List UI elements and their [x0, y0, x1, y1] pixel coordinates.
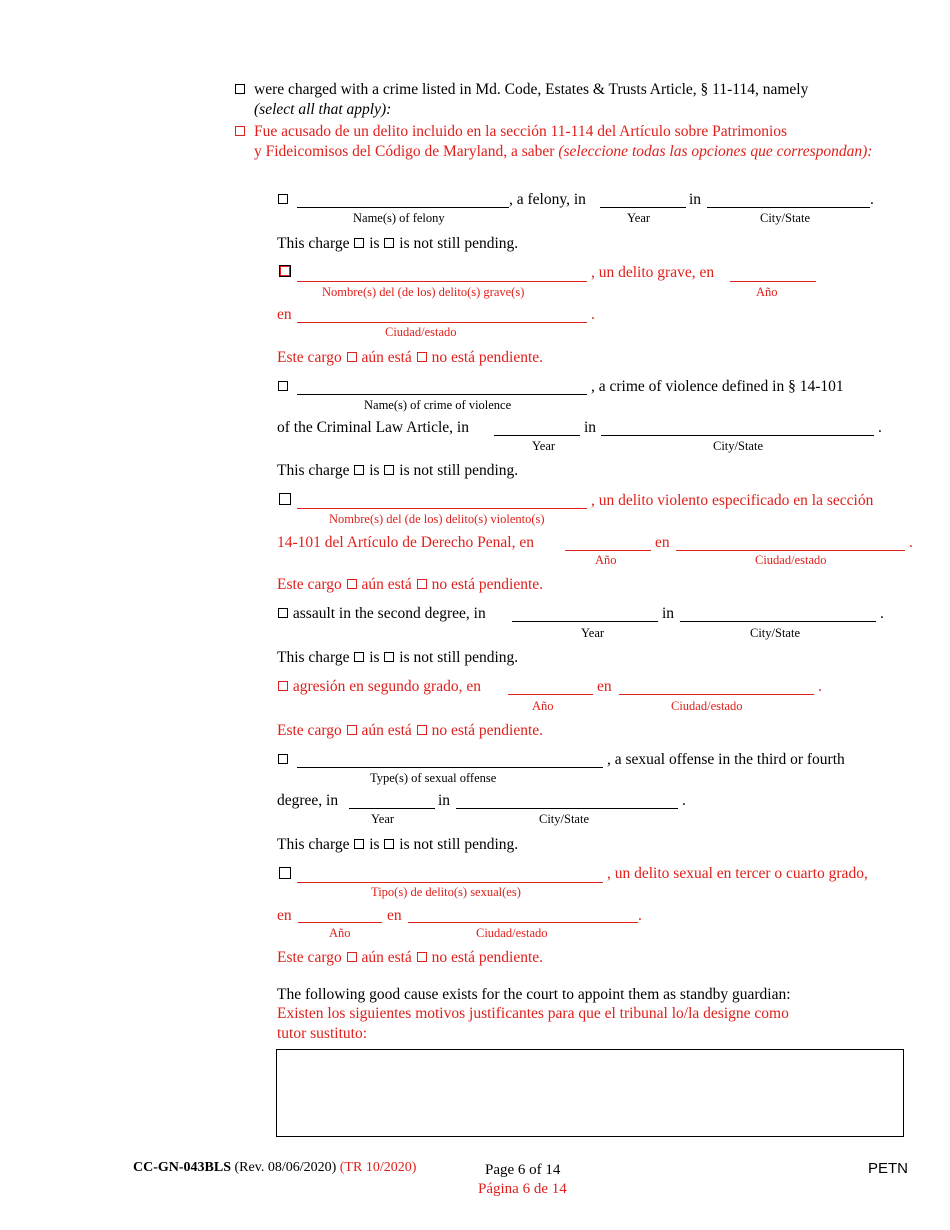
felony-is-not-checkbox[interactable]	[384, 238, 394, 248]
caption-felony-city: City/State	[760, 211, 810, 225]
assault-no-checkbox[interactable]	[417, 725, 427, 735]
assault-checkbox[interactable]	[278, 608, 288, 618]
form-footer-id: CC-GN-043BLS (Rev. 08/06/2020) (TR 10/2020)	[133, 1160, 417, 1175]
sexual-text-es: , un delito sexual en tercer o cuarto grado,	[607, 865, 868, 882]
page-number-es: Página 6 de 14	[478, 1181, 567, 1197]
felony-period-es: .	[591, 306, 595, 323]
felony-aun-checkbox[interactable]	[347, 352, 357, 362]
sexual-pending-es: Este cargo aún está no está pendiente.	[277, 949, 544, 966]
felony-checkbox-es[interactable]	[279, 265, 291, 277]
assault-checkbox-es[interactable]	[278, 681, 288, 691]
sexual-city-field[interactable]	[456, 808, 678, 809]
assault-pending-es: Este cargo aún está no está pendiente.	[277, 722, 544, 739]
caption-sexual-city: City/State	[539, 812, 589, 826]
sexual-city-field-es[interactable]	[408, 922, 638, 923]
violence-city-field[interactable]	[601, 435, 874, 436]
assault-year-field-es[interactable]	[508, 694, 593, 695]
sexual-type-field[interactable]	[297, 767, 603, 768]
violence-year-field[interactable]	[494, 435, 580, 436]
felony-name-field-es[interactable]	[297, 281, 587, 282]
caption-violence-city-es: Ciudad/estado	[755, 553, 827, 567]
felony-checkbox[interactable]	[278, 194, 288, 204]
sexual-text: , a sexual offense in the third or fourth	[607, 751, 845, 768]
caption-felony-name: Name(s) of felony	[353, 211, 445, 225]
violence-text: , a crime of violence defined in § 14-101	[591, 378, 844, 395]
assault-year-field[interactable]	[512, 621, 658, 622]
assault-row: assault in the second degree, in	[277, 605, 486, 623]
felony-city-field-es[interactable]	[297, 322, 587, 323]
assault-city-field[interactable]	[680, 621, 876, 622]
intro-en-line1: were charged with a crime listed in Md. Code, Estates & Trusts Article, § 11-114, namely	[254, 81, 809, 98]
sexual-period-es: .	[638, 907, 642, 924]
caption-felony-year: Year	[627, 211, 651, 225]
felony-is-checkbox[interactable]	[354, 238, 364, 248]
violence-city-field-es[interactable]	[676, 550, 905, 551]
caption-felony-city-es: Ciudad/estado	[385, 325, 457, 339]
assault-aun-checkbox[interactable]	[347, 725, 357, 735]
violence-year-field-es[interactable]	[565, 550, 651, 551]
sexual-is-checkbox[interactable]	[354, 839, 364, 849]
intro-en-line2: (select all that apply):	[254, 101, 392, 118]
violence-no-checkbox[interactable]	[417, 579, 427, 589]
violence-pending: This charge is is not still pending.	[277, 462, 519, 479]
assault-in: in	[662, 605, 675, 622]
violence-en-es: en	[655, 534, 670, 551]
assault-is-checkbox[interactable]	[354, 652, 364, 662]
caption-sexual-city-es: Ciudad/estado	[476, 926, 548, 940]
caption-felony-year-es: Año	[756, 285, 778, 299]
violence-in: in	[584, 419, 597, 436]
good-cause-es-line2: tutor sustituto:	[277, 1025, 367, 1042]
felony-en-es: en	[277, 306, 292, 323]
form-code: PETN	[868, 1160, 909, 1177]
assault-row-es: agresión en segundo grado, en	[277, 678, 481, 696]
felony-in: in	[689, 191, 702, 208]
violence-is-checkbox[interactable]	[354, 465, 364, 475]
caption-violence-city: City/State	[713, 439, 763, 453]
felony-city-field[interactable]	[707, 207, 870, 208]
felony-no-checkbox[interactable]	[417, 352, 427, 362]
violence-aun-checkbox[interactable]	[347, 579, 357, 589]
assault-en-es: en	[597, 678, 612, 695]
sexual-checkbox-es[interactable]	[279, 867, 291, 879]
sexual-line2: degree, in	[277, 792, 339, 809]
assault-is-not-checkbox[interactable]	[384, 652, 394, 662]
caption-sexual-year-es: Año	[329, 926, 351, 940]
sexual-is-not-checkbox[interactable]	[384, 839, 394, 849]
sexual-en1-es: en	[277, 907, 292, 924]
felony-year-field[interactable]	[600, 207, 686, 208]
good-cause-es-line1: Existen los siguientes motivos justificantes para que el tribunal lo/la designe como	[277, 1005, 789, 1022]
good-cause-textbox[interactable]	[276, 1049, 904, 1137]
caption-violence-year-es: Año	[595, 553, 617, 567]
sexual-pending: This charge is is not still pending.	[277, 836, 519, 853]
caption-assault-year-es: Año	[532, 699, 554, 713]
caption-violence-year: Year	[532, 439, 556, 453]
caption-sexual-type-es: Tipo(s) de delito(s) sexual(es)	[371, 885, 521, 899]
violence-name-field-es[interactable]	[297, 508, 587, 509]
sexual-checkbox[interactable]	[278, 754, 288, 764]
caption-felony-name-es: Nombre(s) del (de los) delito(s) grave(s)	[322, 285, 525, 299]
sexual-year-field[interactable]	[349, 808, 435, 809]
sexual-period: .	[682, 792, 686, 809]
felony-period: .	[870, 191, 874, 208]
felony-year-field-es[interactable]	[730, 281, 816, 282]
sexual-aun-checkbox[interactable]	[347, 952, 357, 962]
caption-sexual-year: Year	[371, 812, 395, 826]
caption-sexual-type: Type(s) of sexual offense	[370, 771, 497, 785]
caption-assault-city: City/State	[750, 626, 800, 640]
violence-period-es: .	[909, 534, 913, 551]
good-cause-en: The following good cause exists for the court to appoint them as standby guardian:	[277, 986, 791, 1003]
violence-period: .	[878, 419, 882, 436]
assault-pending: This charge is is not still pending.	[277, 649, 519, 666]
felony-name-field[interactable]	[297, 207, 509, 208]
crime-listed-checkbox[interactable]	[235, 84, 245, 94]
sexual-type-field-es[interactable]	[297, 882, 603, 883]
felony-text-es: , un delito grave, en	[591, 264, 715, 281]
violence-is-not-checkbox[interactable]	[384, 465, 394, 475]
caption-assault-year: Year	[581, 626, 605, 640]
assault-city-field-es[interactable]	[619, 694, 814, 695]
caption-violence-name-es: Nombre(s) del (de los) delito(s) violento(s)	[329, 512, 545, 526]
violence-text-es: , un delito violento especificado en la sección	[591, 492, 874, 509]
assault-period-es: .	[818, 678, 822, 695]
page-number-en: Page 6 of 14	[485, 1162, 561, 1178]
violence-checkbox[interactable]	[278, 381, 288, 391]
violence-pending-es: Este cargo aún está no está pendiente.	[277, 576, 544, 593]
caption-violence-name: Name(s) of crime of violence	[364, 398, 512, 412]
sexual-year-field-es[interactable]	[298, 922, 382, 923]
felony-pending: This charge is is not still pending.	[277, 235, 519, 252]
violence-checkbox-es[interactable]	[279, 493, 291, 505]
felony-pending-es: Este cargo aún está no está pendiente.	[277, 349, 544, 366]
crime-listed-checkbox-es[interactable]	[235, 126, 245, 136]
intro-es-line2: y Fideicomisos del Código de Maryland, a saber (seleccione todas las opciones que correspondan):	[254, 143, 873, 160]
intro-es-line1: Fue acusado de un delito incluido en la sección 11-114 del Artículo sobre Patrimonios	[254, 123, 788, 140]
violence-line2-es: 14-101 del Artículo de Derecho Penal, en	[277, 534, 534, 551]
sexual-no-checkbox[interactable]	[417, 952, 427, 962]
felony-text: , a felony, in	[509, 191, 586, 208]
sexual-in: in	[438, 792, 451, 809]
violence-line2: of the Criminal Law Article, in	[277, 419, 469, 436]
caption-assault-city-es: Ciudad/estado	[671, 699, 743, 713]
violence-name-field[interactable]	[297, 394, 587, 395]
assault-period: .	[880, 605, 884, 622]
sexual-en2-es: en	[387, 907, 402, 924]
